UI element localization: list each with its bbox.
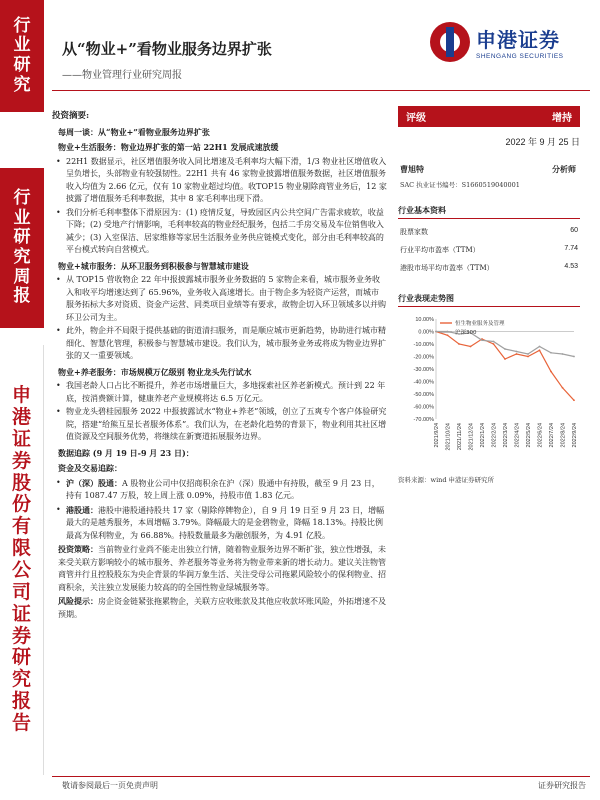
side-char: 行: [13, 188, 31, 209]
x-tick-label: 2022/4/24: [514, 423, 521, 448]
logo-en: SHENGANG SECURITIES: [476, 53, 564, 60]
footer-report-type: 证券研究报告: [538, 781, 586, 790]
side-char: 业: [13, 207, 31, 228]
basics-key: 港股市场平均市盈率（TTM）: [400, 264, 494, 272]
y-tick-label: -20.00%: [413, 354, 434, 361]
trend-chart-svg: [398, 311, 580, 471]
weekly-title: 每周一谈：从“物业+”看物业服务边界扩张: [58, 126, 210, 137]
series-1-point: [562, 353, 564, 355]
logo-cn: 申港证券: [476, 28, 560, 52]
y-tick-label: -70.00%: [413, 417, 434, 423]
series-0-point: [527, 356, 529, 358]
series-0-point: [504, 358, 506, 360]
logo-mark-icon: [430, 22, 470, 62]
chart-source: 资料来源：wind 申港证券研究所: [398, 476, 495, 484]
side-char: 周: [13, 266, 31, 287]
side-char: 业: [13, 35, 31, 56]
legend-label: 恒生物业服务及管理: [455, 321, 505, 327]
series-0-point: [470, 346, 472, 348]
bullet-paragraph: • 此外，物企并不局限于提供基础的街道清扫服务，而是顺应城市更新趋势，协助进行城市精细化、智慧化管理，积极参与智慧城市建设。我们认为，城市服务业务或将成为物业边界扩张的又一重要领域。: [52, 325, 387, 363]
side-label-bottom: [0, 345, 44, 775]
side-char: 证: [11, 602, 31, 625]
series-1-point: [516, 351, 518, 353]
series-1-point: [527, 353, 529, 355]
series-0-point: [447, 334, 449, 336]
series-0-point: [573, 399, 575, 401]
footer-disclaimer: 敬请参阅最后一页免责声明: [62, 781, 158, 790]
x-tick-label: 2022/1/24: [480, 423, 486, 448]
x-tick-label: 2021/12/24: [468, 423, 475, 451]
x-tick-label: 2021/9/24: [434, 423, 440, 448]
x-tick-label: 2021/11/24: [457, 423, 463, 451]
risk-paragraph: [52, 595, 387, 621]
basics-value: 60: [570, 227, 578, 234]
trend-chart: [398, 311, 580, 473]
footer-divider: [52, 776, 590, 777]
analyst-name: 曹旭特: [400, 164, 424, 174]
basics-value: 4.53: [564, 263, 578, 270]
side-char: 券: [11, 624, 31, 647]
bullet-paragraph: [52, 477, 387, 503]
y-tick-label: 0.00%: [418, 329, 434, 336]
y-tick-label: -30.00%: [413, 367, 434, 373]
side-char: 告: [11, 711, 31, 734]
y-tick-label: 10.00%: [415, 317, 434, 323]
right-column: [398, 106, 580, 484]
sac-number: SAC 执业证书编号：S1660519040001: [400, 181, 520, 189]
basics-list: [398, 227, 580, 273]
tracking-title: 数据追踪 (9 月 19 日-9 月 23 日)：: [58, 447, 194, 458]
bullet-paragraph: • 从 TOP15 营收物企 22 年中报披露城市服务业务数据的 5 家物企来看，城市服务业务收入和收平均增速达到了 65.96%，业务收入高速增长。由于物企多为轻资产运营，而城市服务拓标大多对资质、资金产运营、同类项目业绩等有要求，故物企切入环卫领域多以并购环卫公司为主。: [52, 274, 387, 324]
side-char: 券: [11, 449, 31, 472]
basics-row: [398, 227, 580, 237]
series-1-point: [573, 356, 575, 358]
report-date: 2022 年 9 月 25 日: [505, 137, 580, 147]
side-char: 有: [11, 515, 31, 538]
basics-row: [398, 245, 580, 255]
x-tick-label: 2022/7/24: [549, 423, 555, 448]
page-title: 从“物业+”看物业服务边界扩张: [62, 40, 272, 58]
series-0-point: [539, 349, 541, 351]
x-tick-label: 2022/9/24: [572, 423, 578, 448]
legend-label: 沪深300: [455, 330, 477, 336]
side-char: 行: [13, 15, 31, 36]
advice-label: 投资策略：: [58, 544, 98, 554]
series-0-point: [562, 387, 564, 389]
bullet-paragraph: [52, 504, 387, 543]
risk-label: 风险提示：: [58, 596, 98, 606]
side-char: 研: [13, 227, 31, 248]
series-1-point: [504, 348, 506, 350]
rating-value: 增持: [552, 113, 572, 124]
side-char: 究: [11, 668, 31, 691]
x-tick-label: 2021/10/24: [445, 423, 452, 451]
bullet-paragraph: • 物业龙头碧桂园服务 2022 中报披露试水“物业+养老”领域，创立了五爽专个客户体验研究院，搭建“给熊互星长者服务体系”。我们认为，在老龄化趋势的背景下，物业利用其社区增值资源及空间服务优势，将继续在新赛道拓展服务边界。: [52, 406, 387, 444]
side-label-mid: [0, 168, 44, 328]
main-column: [52, 106, 387, 622]
funds-title: 资金及交易追踪：: [58, 463, 122, 473]
basics-key: 股票家数: [400, 228, 428, 236]
y-tick-label: -50.00%: [413, 392, 434, 398]
side-char: 究: [13, 247, 31, 267]
page-subtitle: ——物业管理行业研究周报: [62, 70, 182, 81]
x-tick-label: 2022/5/24: [526, 423, 532, 448]
series-1-point: [435, 331, 437, 333]
section-heading: 物业+城市服务：从环卫服务到积极参与智慧城市建设: [58, 260, 249, 271]
side-char: 限: [11, 537, 31, 560]
y-tick-label: -40.00%: [413, 379, 434, 386]
risk-text: 房企资金链紧张拖累物企，关联方应收账款及其他应收款坏账风险，外拓增速不及预期。: [58, 597, 386, 619]
series-line-0: [436, 332, 574, 401]
side-char: 股: [11, 471, 31, 494]
side-char: 港: [11, 406, 31, 429]
side-char: 公: [11, 559, 31, 581]
x-tick-label: 2022/3/24: [503, 423, 509, 448]
analyst-role: 分析师: [552, 164, 576, 174]
basics-value: 7.74: [564, 245, 578, 252]
bullet-label: 沪（深）股通：: [66, 477, 122, 488]
series-1-point: [539, 346, 541, 348]
side-char: 报: [13, 286, 31, 307]
side-char: 证: [11, 427, 31, 450]
section-heading: 物业+养老服务：市场规模万亿级别 物业龙头先行试水: [58, 366, 252, 377]
side-label-top: [0, 0, 44, 112]
side-char: 份: [11, 493, 31, 516]
rating-bar: [398, 106, 580, 127]
company-logo: [430, 22, 564, 62]
bullet-paragraph: • 我们分析毛利率整体下滑原因为：(1) 疫情反复，导致园区内公共空间广告需求疲软，收益下降；(2) 受地产行情影响，毛利率较高的物业经纪服务，包括二手房交易及车位销售收入减少；(3) 入室保洁、居家维修等家居生活服务业务供应链模式变化，部分由毛利率较高的平台模式转向自营模式。: [52, 207, 387, 257]
y-tick-label: -10.00%: [413, 342, 434, 348]
series-0-point: [550, 371, 552, 373]
basics-key: 行业平均市盈率（TTM）: [400, 246, 480, 254]
summary-title: 投资摘要:: [52, 111, 90, 121]
x-tick-label: 2022/2/24: [491, 423, 498, 448]
side-char: 申: [11, 384, 31, 407]
section-heading: 物业+生活服务：物业边界扩张的第一站 22H1 发展成速放缓: [58, 142, 279, 152]
y-tick-label: -60.00%: [413, 404, 434, 411]
series-0-point: [493, 343, 495, 345]
series-0-point: [458, 343, 460, 345]
bullet-paragraph: • 22H1 数据显示，社区增值服务收入同比增速及毛利率均大幅下滑，1/3 物业社区增值收入呈负增长，头部物业有较强韧性。22H1 共有 46 家物业披露增值服务数据，社区增值服务收入均值为 2.66 亿元，仅有 10 家物业超过均值。收TOP15 物业剔除商管业务后，12 家披露了增值服务毛利率数据，其中 8 家毛利率出现下滑。: [52, 156, 387, 206]
side-char: 报: [11, 690, 31, 713]
series-1-point: [550, 352, 552, 354]
bullet-text: A 股物业公司中仅招商积余在沪（深）股通中有持股，截至 9 月 23 日，持有 1087.47 万股，较上周上涨 0.09%，持股市值 1.83 亿元。: [66, 478, 380, 500]
side-char: 研: [11, 646, 31, 669]
series-0-point: [516, 353, 518, 355]
side-char: 司: [11, 580, 31, 603]
series-1-point: [493, 341, 495, 343]
rating-label: 评级: [406, 113, 426, 124]
bullet-text: 港股中港股通持股共 17 家（剔除停牌物企），自 9 月 19 日至 9 月 23 日，增幅最大的是越秀服务，本周增幅 3.79%。降幅最大的是金碧物业，降幅 18.13%。持股比例最高为保利物业，为 66.88%。持股数量最多为融创服务，为 4.91 亿股。: [66, 505, 385, 540]
advice-paragraph: [52, 543, 387, 594]
advice-text: 当前物业行业尚不能走出独立行情，随着物业服务边界不断扩张，独立性增强，未来受关联方影响较小的城市服务、养老服务等业务将为物业带来新的增长动力。建议关注物管商管并行且控股股东为央企背景的华润万象生活、关注受母公司拖累风险较小的保利物业、招商积余，关注独立发展能力较高的的全国性物业绿城服务等。: [58, 545, 386, 592]
basics-title: 行业基本资料: [398, 205, 580, 219]
trend-title: 行业表现走势图: [398, 293, 580, 307]
series-1-point: [481, 339, 483, 341]
x-tick-label: 2022/6/24: [537, 423, 544, 448]
bullet-paragraph: • 我国老龄人口占比不断提升，养老市场增量巨大，多地探索社区养老新模式。预计到 22 年底，按消费额计算，健康养老产业规模将达 6.5 万亿元。: [52, 380, 387, 405]
bullet-label: 港股通：: [66, 504, 98, 515]
analyst-row: [398, 164, 580, 175]
side-char: 研: [13, 55, 31, 75]
header-divider: [52, 90, 590, 91]
x-tick-label: 2022/8/24: [560, 423, 567, 448]
basics-row: [398, 263, 580, 273]
side-char: 究: [13, 74, 31, 95]
